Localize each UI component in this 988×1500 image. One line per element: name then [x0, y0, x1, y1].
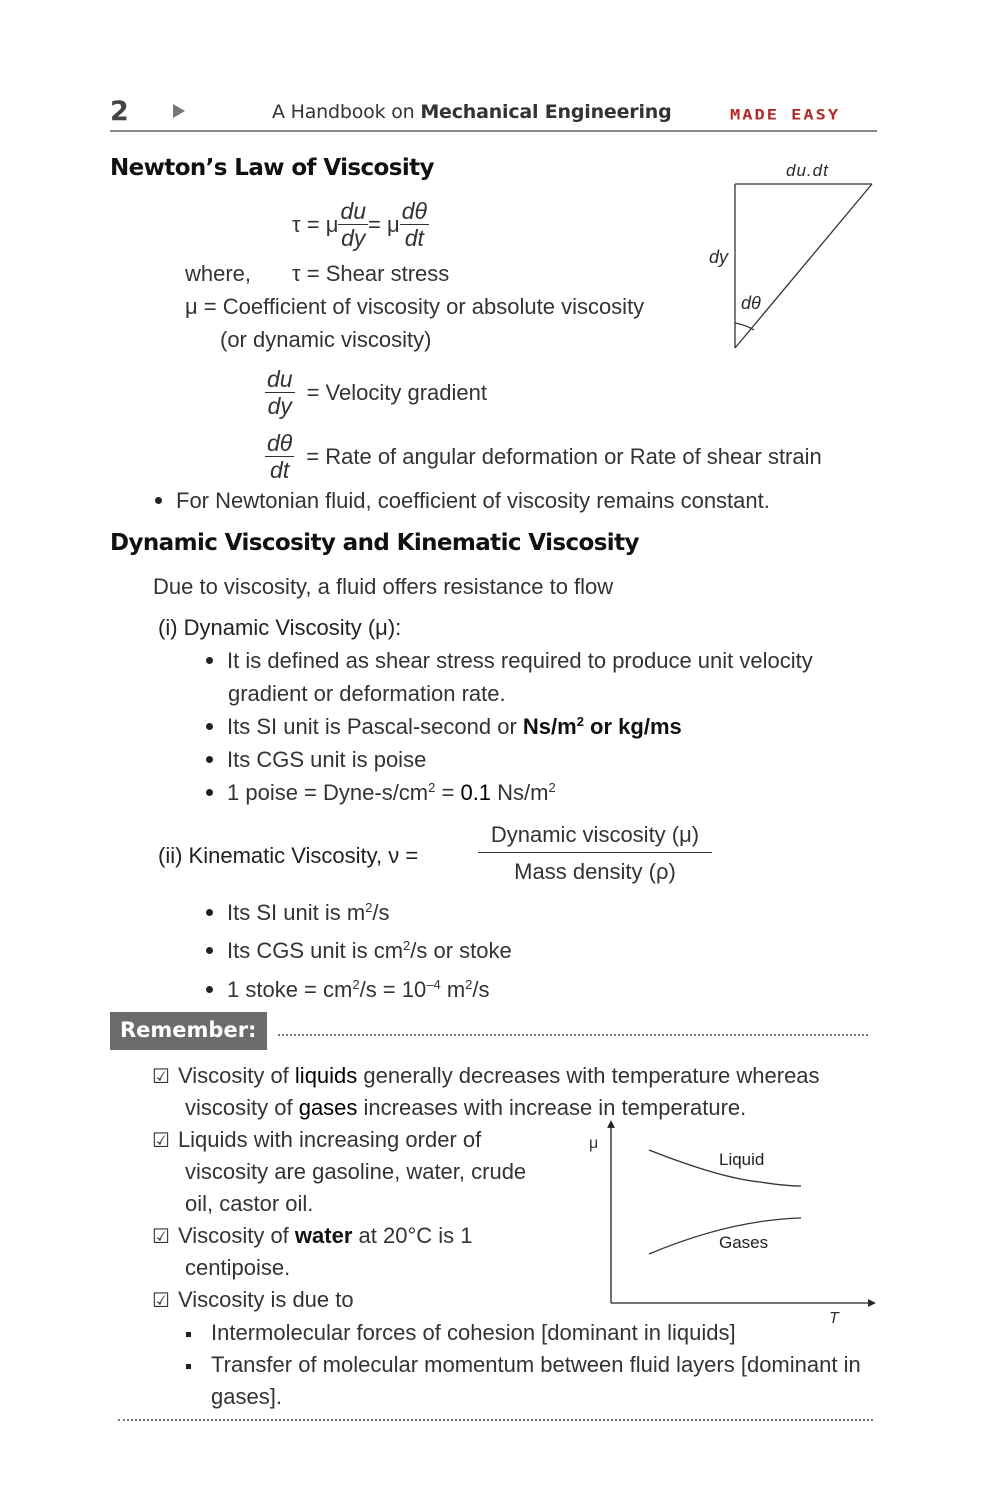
poise-unit: Ns/m: [491, 780, 549, 805]
triangle-right-icon: [173, 104, 185, 118]
bullet-tail: /s: [472, 977, 490, 1002]
superscript: 2: [465, 977, 473, 992]
formula-lhs: τ = μ: [292, 211, 339, 237]
dotted-divider: [278, 1034, 868, 1036]
frac-den: dt: [270, 457, 290, 483]
text: at 20°C is 1: [352, 1223, 473, 1248]
fraction-du-dy: [338, 198, 368, 251]
frac-num: du: [340, 198, 367, 224]
checkbox-icon: ☑: [152, 1226, 170, 1248]
bullet-mid: /s = 10: [359, 977, 427, 1002]
kinematic-viscosity-label: (ii) Kinematic Viscosity, ν =: [158, 843, 419, 868]
cause-sub-item-momentum-cont: gases].: [211, 1384, 282, 1409]
frac-den: dy: [341, 225, 366, 251]
text: Viscosity of: [177, 1223, 295, 1248]
section-heading-newton: Newton’s Law of Viscosity: [110, 155, 434, 181]
text: Intermolecular forces of cohesion [dominant in liquids]: [211, 1320, 736, 1345]
superscript: 2: [548, 780, 556, 795]
bullet-icon: [206, 947, 213, 954]
superscript: –4: [426, 977, 441, 992]
chart-label-liquid: Liquid: [719, 1150, 765, 1169]
newton-formula: [292, 198, 429, 251]
checkbox-icon: ☑: [152, 1130, 170, 1152]
remember-item-water-cont: centipoise.: [185, 1255, 291, 1280]
remember-item-liquids: [152, 1127, 481, 1153]
cause-sub-item-momentum: [186, 1352, 861, 1378]
text: increases with increase in temperature.: [357, 1095, 747, 1120]
kinematic-fraction: [478, 822, 712, 885]
superscript: 2: [403, 938, 411, 953]
bullet-text: 1 stoke = cm: [227, 977, 353, 1002]
viscosity-intro: Due to viscosity, a fluid offers resistance to flow: [153, 574, 614, 599]
tau-definition: τ = Shear stress: [292, 261, 450, 286]
bullet-icon: [206, 723, 213, 730]
mu-definition-cont: (or dynamic viscosity): [220, 327, 432, 352]
remember-item-liquids-cont2: oil, castor oil.: [185, 1191, 314, 1216]
emphasis: liquids: [294, 1063, 358, 1088]
bullet-text: Its CGS unit is poise: [227, 747, 427, 772]
bullet-tail: /s or stoke: [410, 938, 512, 963]
kinematic-bullet-cgs: [206, 938, 512, 964]
dynamic-bullet-cgs: [206, 747, 426, 773]
si-unit-bold: Ns/m: [522, 714, 577, 739]
brand-logo: MADE EASY: [730, 106, 841, 124]
frac-num: dθ: [267, 430, 293, 456]
equals: =: [435, 780, 461, 805]
dynamic-viscosity-label: (i) Dynamic Viscosity (μ):: [158, 615, 402, 640]
dynamic-bullet-1: [206, 648, 813, 674]
remember-item-cause: [152, 1287, 354, 1313]
page-number: 2: [110, 96, 129, 127]
superscript: 2: [352, 977, 360, 992]
text: generally decreases with temperature whereas: [357, 1063, 820, 1088]
diagram-label-dtheta: dθ: [741, 293, 761, 313]
fraction-dtheta-dt: [265, 430, 294, 483]
text: Viscosity is due to: [177, 1287, 354, 1312]
book-title-prefix: A Handbook on: [272, 101, 421, 123]
remember-item-temperature: [152, 1063, 820, 1089]
si-unit-tail: or kg/ms: [583, 714, 682, 739]
bullet-text: 1 poise = Dyne-s/cm: [227, 780, 429, 805]
bullet-icon: [206, 756, 213, 763]
bullet-icon: [206, 986, 213, 993]
text: Viscosity of: [177, 1063, 295, 1088]
frac-den: dt: [404, 225, 424, 251]
dynamic-bullet-poise: [206, 780, 556, 806]
checkbox-icon: ☑: [152, 1066, 170, 1088]
dynamic-bullet-1-cont: gradient or deformation rate.: [228, 681, 506, 706]
bullet-icon: [206, 909, 213, 916]
frac-den: Mass density (ρ): [514, 859, 676, 884]
mu-definition: μ = Coefficient of viscosity or absolute viscosity: [185, 294, 645, 319]
text: Liquids with increasing order of: [177, 1127, 482, 1152]
superscript: 2: [576, 714, 584, 729]
remember-item-water: [152, 1223, 472, 1249]
bullet-text: It is defined as shear stress required to produce unit velocity: [227, 648, 813, 673]
chart-xlabel: T: [829, 1310, 839, 1327]
frac-num: dθ: [401, 198, 427, 224]
emphasis: gases: [298, 1095, 358, 1120]
square-bullet-icon: [186, 1332, 191, 1337]
checkbox-icon: ☑: [152, 1290, 170, 1312]
kinematic-bullet-stoke: [206, 977, 490, 1003]
bullet-text: For Newtonian fluid, coefficient of viscosity remains constant.: [176, 488, 770, 513]
poise-value: 0.1: [460, 780, 492, 805]
superscript: 2: [365, 900, 373, 915]
dotted-divider-bottom: [118, 1419, 873, 1421]
section-heading-viscosity: Dynamic Viscosity and Kinematic Viscosity: [110, 530, 639, 556]
shear-rate-row: [265, 430, 822, 483]
bullet-text: Its CGS unit is cm: [227, 938, 404, 963]
velocity-gradient-text: = Velocity gradient: [306, 379, 487, 405]
fraction-dtheta-dt: [400, 198, 429, 251]
bullet-icon: [206, 789, 213, 796]
kinematic-bullet-si: [206, 900, 390, 926]
bullet-mid: m: [440, 977, 466, 1002]
bullet-tail: /s: [372, 900, 390, 925]
chart-label-gases: Gases: [719, 1233, 769, 1252]
chart-ylabel: μ: [589, 1135, 599, 1152]
text: viscosity of: [185, 1095, 299, 1120]
book-title-bold: Mechanical Engineering: [420, 101, 672, 123]
bullet-text: Its SI unit is m: [227, 900, 366, 925]
square-bullet-icon: [186, 1364, 191, 1369]
velocity-gradient-row: [265, 366, 487, 419]
shear-rate-text: = Rate of angular deformation or Rate of shear strain: [306, 443, 822, 469]
newtonian-bullet: [155, 488, 770, 514]
frac-num: du: [267, 366, 293, 392]
text: Transfer of molecular momentum between fluid layers [dominant in: [211, 1352, 861, 1377]
diagram-label-du-dt: du.dt: [786, 161, 829, 180]
superscript: 2: [428, 780, 436, 795]
bullet-text: Its SI unit is Pascal-second or: [227, 714, 523, 739]
formula-eq2: = μ: [368, 211, 400, 237]
fraction-du-dy: [265, 366, 295, 419]
header-divider: [110, 130, 877, 132]
remember-badge: Remember:: [110, 1012, 267, 1050]
dynamic-bullet-si: [206, 714, 682, 740]
remember-item-liquids-cont: viscosity are gasoline, water, crude: [185, 1159, 527, 1184]
frac-den: dy: [267, 393, 292, 419]
diagram-label-dy: dy: [709, 247, 729, 267]
bullet-icon: [206, 657, 213, 664]
bullet-icon: [155, 497, 162, 504]
emphasis: water: [294, 1223, 353, 1248]
where-label: where,: [185, 261, 252, 286]
book-title: [272, 101, 672, 123]
frac-num: Dynamic viscosity (μ): [478, 822, 712, 853]
shear-triangle-diagram: [700, 155, 890, 360]
